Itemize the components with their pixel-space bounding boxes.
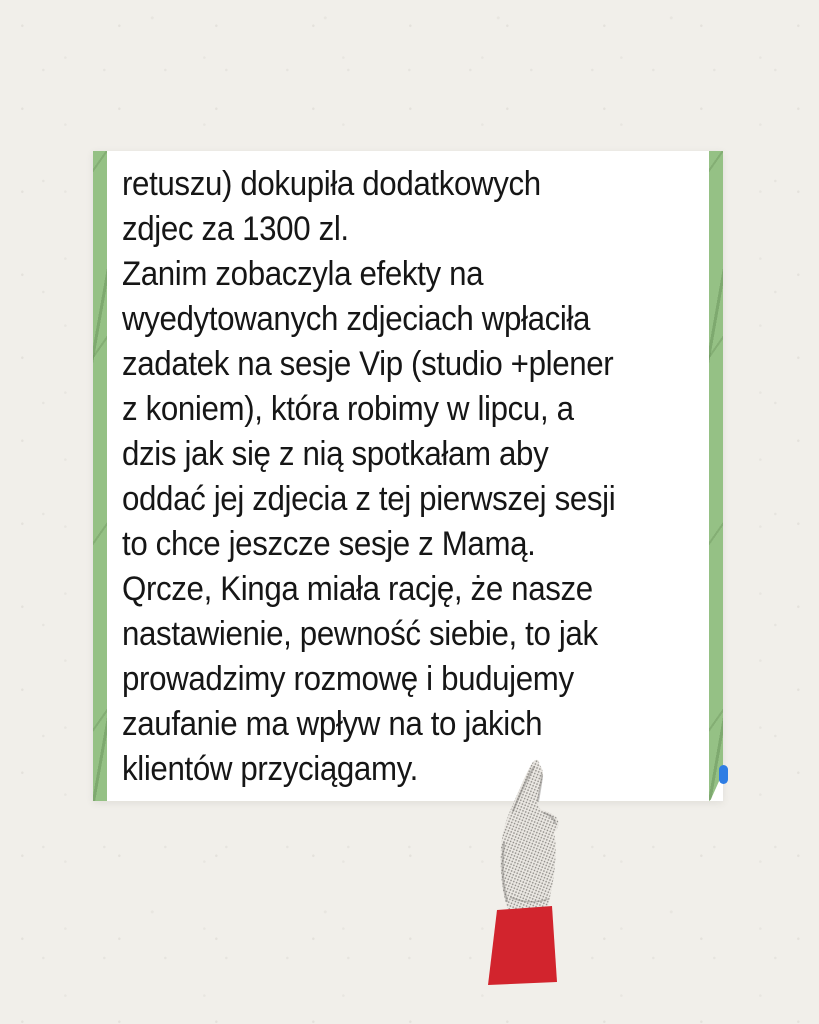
red-sleeve bbox=[488, 906, 557, 985]
message-line: zadatek na sesje Vip (studio +plener bbox=[122, 345, 614, 383]
blue-cutoff-icon bbox=[719, 765, 728, 784]
chat-wallpaper-strip-left bbox=[93, 151, 107, 801]
message-line: retuszu) dokupiła dodatkowych bbox=[122, 165, 541, 203]
message-line: dzis jak się z nią spotkałam aby bbox=[122, 435, 549, 473]
message-line: nastawienie, pewność siebie, to jak bbox=[122, 615, 598, 653]
chat-wallpaper-strip-right bbox=[709, 151, 723, 801]
chat-screenshot-card bbox=[93, 151, 723, 801]
message-line: z koniem), która robimy w lipcu, a bbox=[122, 390, 574, 428]
message-line: klientów przyciągamy. bbox=[122, 750, 418, 788]
pointing-hand-icon bbox=[480, 753, 575, 995]
message-line: Qrcze, Kinga miała rację, że nasze bbox=[122, 570, 593, 608]
message-line: wyedytowanych zdjeciach wpłaciła bbox=[122, 300, 591, 338]
message-line: Zanim zobaczyla efekty na bbox=[122, 255, 484, 293]
message-bubble-text bbox=[122, 162, 658, 792]
message-line: prowadzimy rozmowę i budujemy bbox=[122, 660, 574, 698]
message-line: zdjec za 1300 zl. bbox=[122, 210, 349, 248]
message-line: zaufanie ma wpływ na to jakich bbox=[122, 705, 543, 743]
message-line: oddać jej zdjecia z tej pierwszej sesji bbox=[122, 480, 616, 518]
message-line: to chce jeszcze sesje z Mamą. bbox=[122, 525, 536, 563]
